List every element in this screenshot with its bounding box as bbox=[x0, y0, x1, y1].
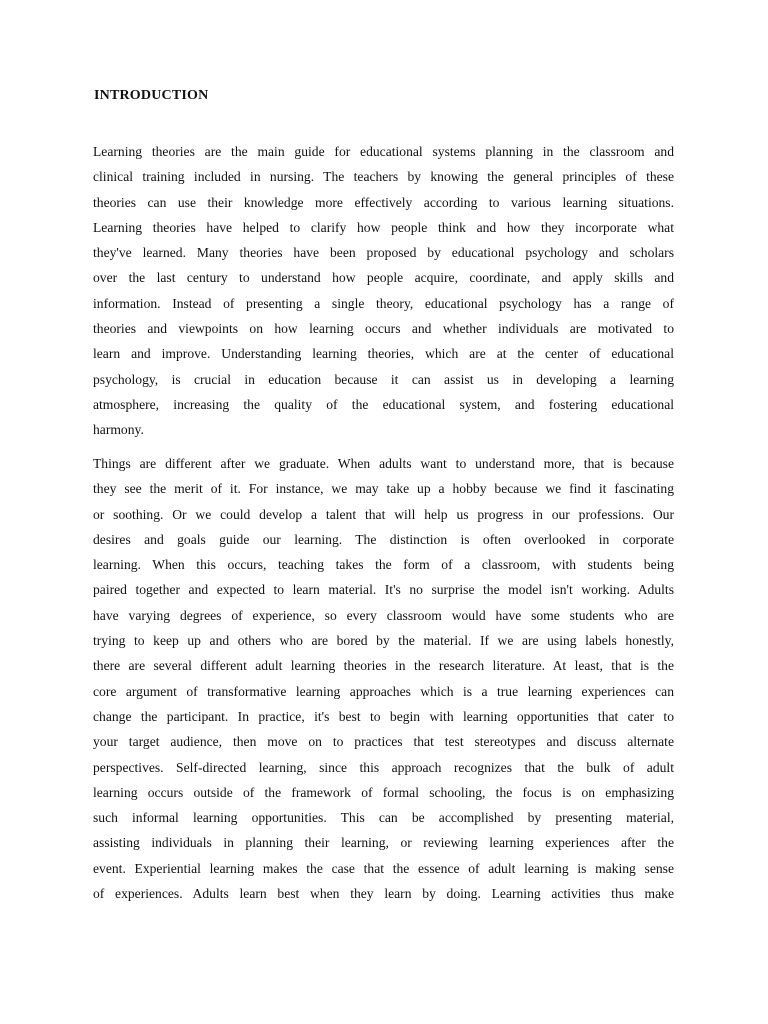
text-line: event. Experiential learning makes the case that the essence of adult learning is making sense bbox=[93, 860, 674, 876]
text-line: have varying degrees of experience, so every classroom would have some students who are bbox=[93, 607, 674, 623]
body-paragraph-1 bbox=[93, 139, 674, 443]
body-paragraph-2 bbox=[93, 451, 674, 906]
text-line: trying to keep up and others who are bored by the material. If we are using labels honestly, bbox=[93, 633, 674, 649]
paragraph bbox=[93, 451, 674, 906]
text-line: such informal learning opportunities. This can be accomplished by presenting material, bbox=[93, 810, 674, 826]
text-line: Learning theories are the main guide for educational systems planning in the classroom and bbox=[93, 144, 674, 159]
text-line: they've learned. Many theories have been proposed by educational psychology and scholars bbox=[93, 245, 674, 261]
text-line: over the last century to understand how people acquire, coordinate, and apply skills and bbox=[93, 270, 674, 286]
text-line: perspectives. Self-directed learning, since this approach recognizes that the bulk of adult bbox=[93, 759, 674, 775]
text-line: change the participant. In practice, it's best to begin with learning opportunities that cater to bbox=[93, 708, 674, 724]
text-line: of experiences. Adults learn best when they learn by doing. Learning activities thus make bbox=[93, 886, 674, 902]
text-line: Learning theories have helped to clarify how people think and how they incorporate what bbox=[93, 219, 674, 235]
text-line: clinical training included in nursing. The teachers by knowing the general principles of these bbox=[93, 169, 674, 185]
text-line: learning. When this occurs, teaching takes the form of a classroom, with students being bbox=[93, 557, 674, 573]
text-line: atmosphere, increasing the quality of the educational system, and fostering educational bbox=[93, 396, 674, 412]
section-heading: INTRODUCTION bbox=[94, 88, 209, 103]
text-line: theories and viewpoints on how learning occurs and whether individuals are motivated to bbox=[93, 321, 674, 337]
text-line: core argument of transformative learning approaches which is a true learning experiences can bbox=[93, 683, 674, 699]
paragraph bbox=[93, 139, 674, 443]
text-line: desires and goals guide our learning. The distinction is often overlooked in corporate bbox=[93, 531, 674, 547]
text-line: learn and improve. Understanding learning theories, which are at the center of educational bbox=[93, 346, 674, 362]
text-line: theories can use their knowledge more effectively according to various learning situations. bbox=[93, 194, 674, 210]
text-line: there are several different adult learning theories in the research literature. At least, that is the bbox=[93, 658, 674, 674]
text-line: harmony. bbox=[93, 422, 144, 438]
text-line: assisting individuals in planning their learning, or reviewing learning experiences after the bbox=[93, 835, 674, 851]
text-line: learning occurs outside of the framework of formal schooling, the focus is on emphasizing bbox=[93, 784, 674, 800]
text-line: or soothing. Or we could develop a talent that will help us progress in our professions. Our bbox=[93, 506, 674, 522]
text-line: Things are different after we graduate. When adults want to understand more, that is because bbox=[93, 456, 674, 471]
text-line: psychology, is crucial in education because it can assist us in developing a learning bbox=[93, 371, 674, 387]
text-line: they see the merit of it. For instance, we may take up a hobby because we find it fascinating bbox=[93, 481, 674, 497]
text-line: your target audience, then move on to practices that test stereotypes and discuss alternate bbox=[93, 734, 674, 750]
text-line: paired together and expected to learn material. It's no surprise the model isn't working. Adults bbox=[93, 582, 674, 598]
text-line: information. Instead of presenting a single theory, educational psychology has a range of bbox=[93, 295, 674, 311]
